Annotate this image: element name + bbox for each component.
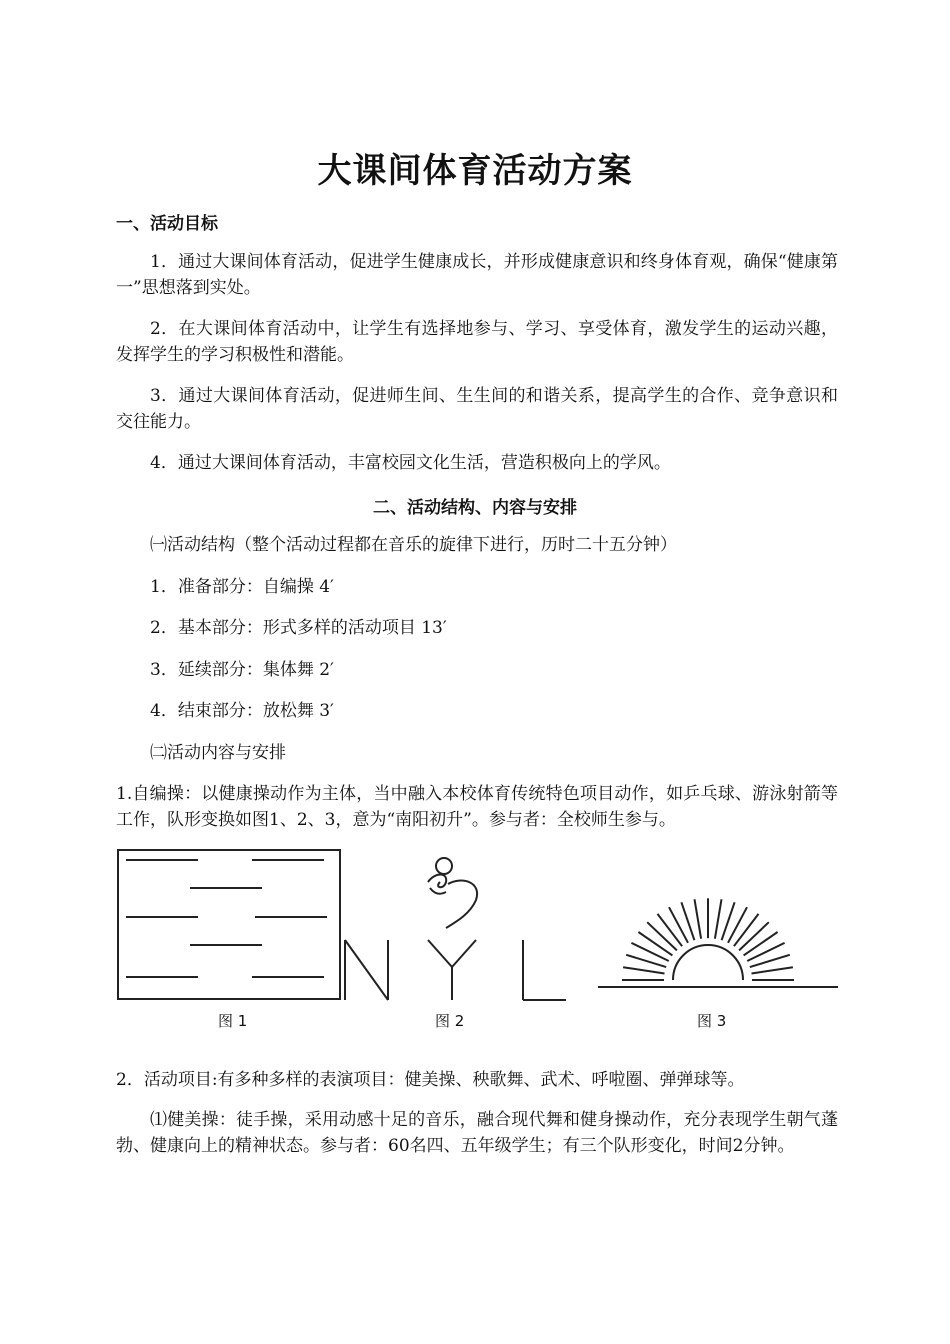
goal-item-1: 1．通过大课间体育活动，促进学生健康成长，并形成健康意识和终身体育观，确保“健康第一”思想落到实处。: [116, 252, 838, 298]
sun-ray: [744, 932, 778, 955]
goal-item-3: 3．通过大课间体育活动，促进师生间、生生间的和谐关系，提高学生的合作、竞争意识和交往能力。: [116, 386, 838, 432]
figure-2-label: 图 2: [435, 1012, 465, 1030]
figure-1-diagram: [118, 850, 340, 999]
content-item-1: 1.自编操：以健康操动作为主体，当中融入本校体育传统特色项目动作，如乒乓球、游泳射箭等工作，队形变换如图1、2、3，意为“南阳初升”。参与者：全校师生参与。: [116, 784, 838, 830]
figure-2-diagram: [345, 858, 566, 1000]
goal-item-2: 2．在大课间体育活动中，让学生有选择地参与、学习、享受体育，激发学生的运动兴趣，发挥学生的学习积极性和潜能。: [116, 319, 838, 365]
letter-l-mark: [523, 940, 566, 1000]
structure-part-1: 1．准备部分：自编操 4′: [150, 577, 334, 597]
sun-ray: [752, 967, 793, 973]
structure-part-4: 4．结束部分：放松舞 3′: [150, 701, 334, 721]
sun-ray: [647, 922, 677, 950]
structure-heading: ㈠活动结构（整个活动过程都在音乐的旋律下进行，历时二十五分钟）: [150, 535, 677, 555]
goal-item-4: 4．通过大课间体育活动，丰富校园文化生活，营造积极向上的学风。: [150, 453, 671, 473]
letter-n-mark: [345, 940, 388, 1000]
sun-ray: [734, 914, 759, 946]
sun-ray: [638, 932, 672, 955]
figure-3-label: 图 3: [697, 1012, 727, 1030]
figure-3-diagram: [598, 898, 838, 987]
heart-figure-icon: [428, 858, 477, 928]
figure-1-label: 图 1: [218, 1012, 248, 1030]
document-title: 大课间体育活动方案: [317, 151, 633, 191]
sun-ray: [623, 967, 664, 973]
content-item-2: 2．活动项目:有多种多样的表演项目：健美操、秧歌舞、武术、呼啦圈、弹弹球等。: [116, 1070, 745, 1090]
sun-ray: [715, 899, 722, 938]
section-heading-goals: 一、活动目标: [116, 214, 218, 234]
formation-figures: [110, 842, 845, 1037]
content-heading: ㈡活动内容与安排: [150, 743, 286, 763]
letter-y-mark: [428, 940, 476, 1000]
content-item-2-1: ⑴健美操：徒手操，采用动感十足的音乐，融合现代舞和健身操动作，充分表现学生朝气蓬勃、健康向上的精神状态。参与者：60名四、五年级学生；有三个队形变化，时间2分钟。: [116, 1110, 838, 1156]
sun-ray: [739, 922, 769, 950]
structure-part-3: 3．延续部分：集体舞 2′: [150, 660, 334, 680]
sun-ray: [695, 899, 702, 938]
structure-part-2: 2．基本部分：形式多样的活动项目 13′: [150, 618, 447, 638]
section-heading-structure: 二、活动结构、内容与安排: [373, 498, 577, 518]
sun-ray: [658, 914, 683, 946]
